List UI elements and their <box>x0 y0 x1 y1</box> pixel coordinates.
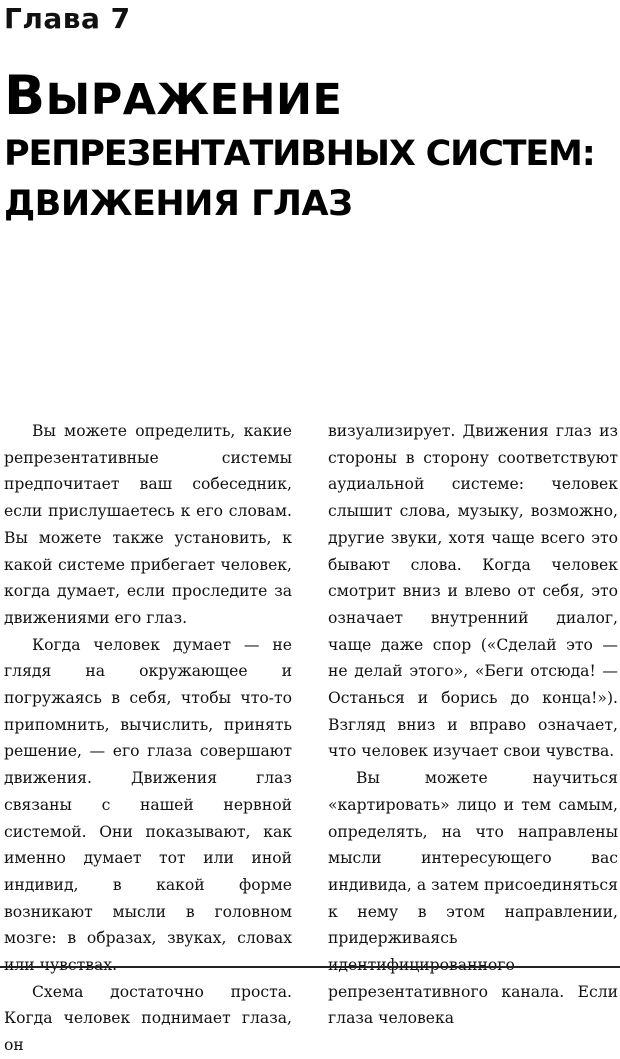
page-bottom-rule <box>0 966 620 968</box>
chapter-heading: Глава 7 <box>4 2 131 35</box>
paragraph: визуализирует. Движения глаз из стороны в сторону соответствуют аудиальной системе: человек слышит слова, музыку, возможно, другие звуки, хотя чаще всего это бывают слова. Когда человек смотрит вниз и влево от себя, это означает внутренний диалог, чаще даже спор («Сделай это — не делай этого», «Беги отсюда! — Останься и борись до конца!»). Взгляд вниз и вправо означает, что человек изучает свои чувства. <box>328 422 618 761</box>
title-line-1-rest: ЫРАЖЕНИЕ <box>45 75 343 125</box>
title-line-2: РЕПРЕЗЕНТАТИВНЫХ СИСТЕМ: <box>4 134 595 174</box>
title-line-1 <box>4 64 595 127</box>
left-column <box>4 418 292 1059</box>
paragraph: Когда человек думает — не глядя на окружающее и погружаясь в себя, чтобы что-то припомнить, вычислить, принять решение, — его глаза совершают движения. Движения глаз связаны с нашей нервной системой. Они показывают, как именно думает тот или иной индивид, в какой форме возникают мысли в головном мозге: в образах, звуках, словах <box>4 635 292 948</box>
paragraph: Схема достаточно проста. Когда человек поднимает глаза, он <box>4 982 292 1055</box>
chapter-title <box>4 64 595 226</box>
right-column <box>328 418 618 1032</box>
title-line-3: ДВИЖЕНИЯ ГЛАЗ <box>4 184 353 224</box>
paragraph: Вы можете научиться «картировать» лицо и тем самым, определять, на что направлены мысли интересующего вас индивида, а затем присоединяться к нему в этом направлении, придерживаясь репрезентативного канала. Если глаза человека <box>328 769 618 1028</box>
paragraph: Вы можете определить, какие репрезентативные системы предпочитает ваш собеседник, если прислушаетесь к его словам. Вы можете также установить, к какой системе прибегает человек, когда думает, если проследите за движениями его глаз. <box>4 422 292 627</box>
title-initial: В <box>4 64 46 127</box>
